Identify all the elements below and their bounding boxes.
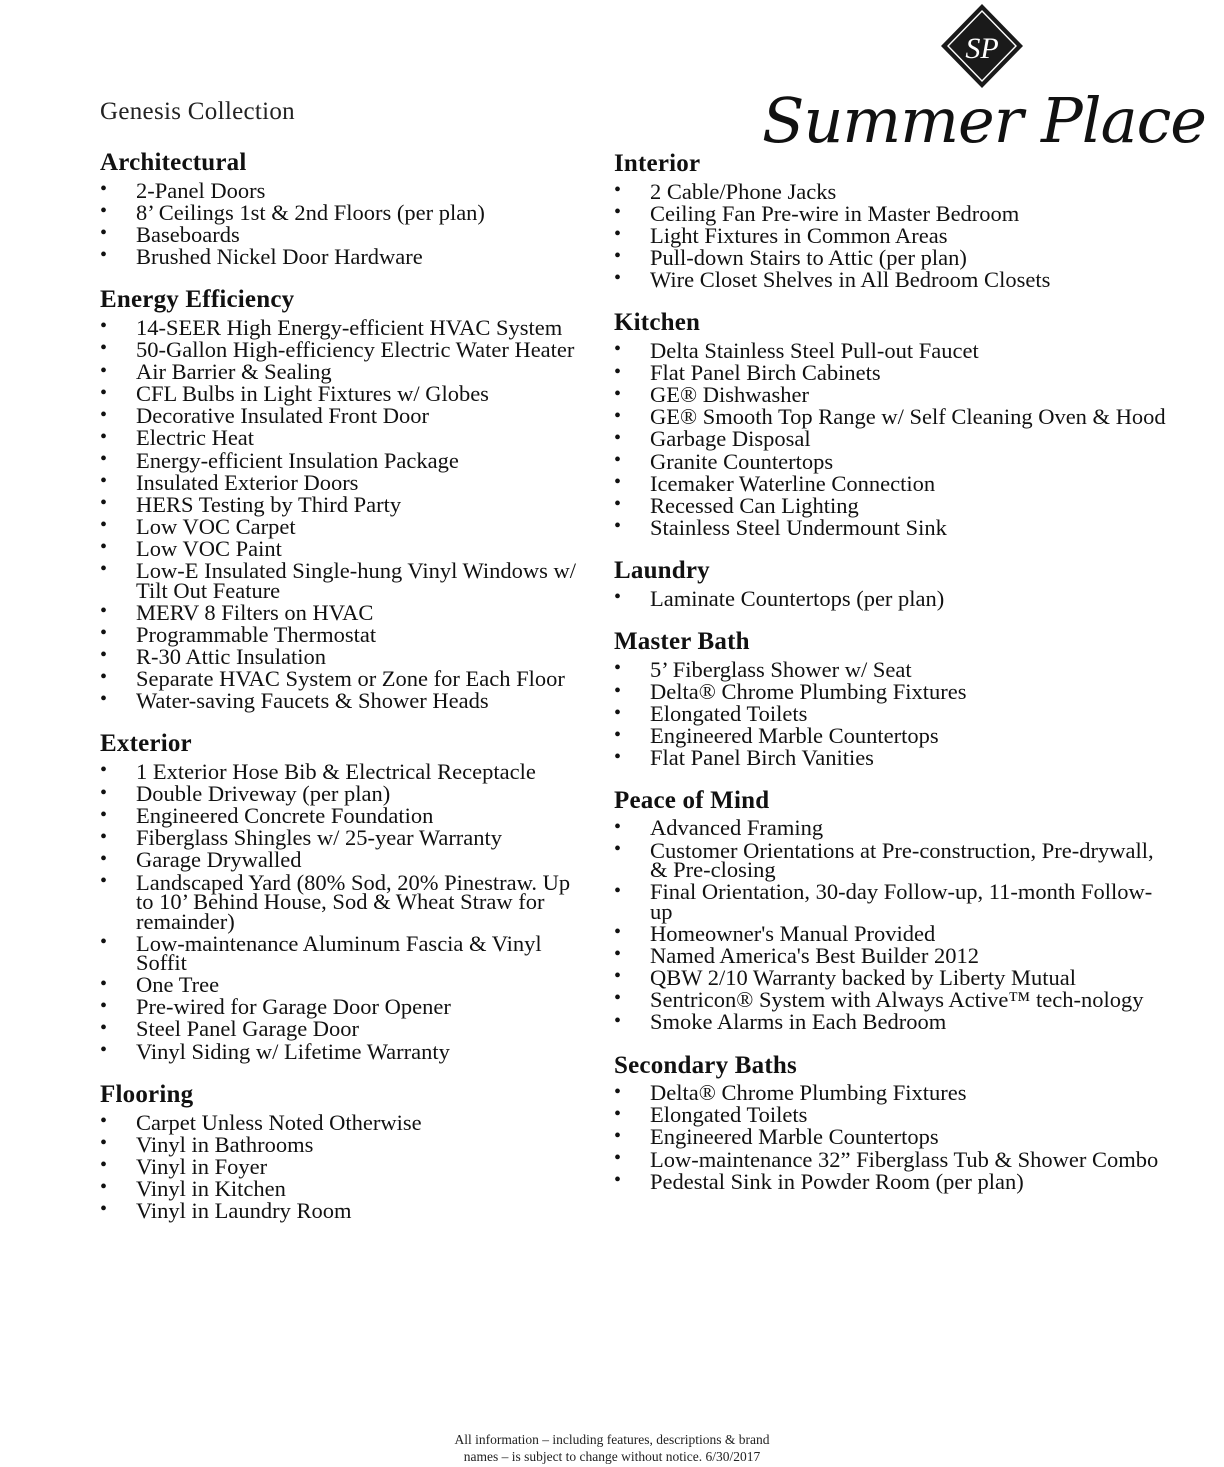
section-master-bath <box>614 627 1174 771</box>
list-item: • Air Barrier & Sealing <box>100 360 590 382</box>
feature-list <box>614 1080 1174 1194</box>
section-title: Exterior <box>100 730 192 758</box>
list-item: • 2 Cable/Phone Jacks <box>614 179 1174 201</box>
list-item: • Garage Drywalled <box>100 848 590 870</box>
feature-list <box>100 1109 590 1223</box>
disclaimer-footer <box>0 1431 1224 1465</box>
list-item: • QBW 2/10 Warranty backed by Liberty Mutual <box>614 965 1174 987</box>
section-title: Flooring <box>100 1081 194 1108</box>
list-item: • Flat Panel Birch Cabinets <box>614 361 1174 383</box>
list-item: • Advanced Framing <box>614 816 1174 838</box>
section-exterior <box>100 729 590 1064</box>
section-title: Kitchen <box>614 309 701 337</box>
list-item: • One Tree <box>100 973 590 995</box>
section-secondary-baths <box>614 1051 1174 1194</box>
right-column <box>614 149 1174 1194</box>
list-item: • Low-maintenance 32” Fiberglass Tub & Shower Combo <box>614 1147 1174 1169</box>
disclaimer-line: All information – including features, descriptions & brand <box>454 1432 770 1447</box>
list-item: • 14-SEER High Energy-efficient HVAC System <box>100 315 590 337</box>
list-item: • Smoke Alarms in Each Bedroom <box>614 1010 1174 1032</box>
list-item: • Vinyl Siding w/ Lifetime Warranty <box>100 1039 590 1061</box>
section-flooring <box>100 1080 590 1223</box>
list-item: • Water-saving Faucets & Shower Heads <box>100 688 590 710</box>
list-item: • Carpet Unless Noted Otherwise <box>100 1110 590 1132</box>
section-peace-of-mind <box>614 786 1174 1035</box>
logo-diamond-icon <box>941 4 1023 88</box>
list-item: • Baseboards <box>100 222 590 244</box>
list-item: • Elongated Toilets <box>614 1103 1174 1125</box>
list-item: • Vinyl in Bathrooms <box>100 1132 590 1154</box>
feature-list <box>614 815 1174 1035</box>
list-item: • 2-Panel Doors <box>100 178 590 200</box>
list-item: • Separate HVAC System or Zone for Each Floor <box>100 666 590 688</box>
list-item: • Low VOC Paint <box>100 536 590 558</box>
list-item: • Low-maintenance Aluminum Fascia & Vinyl Soffit <box>100 931 590 973</box>
left-column <box>100 148 590 1223</box>
list-item: • Brushed Nickel Door Hardware <box>100 244 590 266</box>
section-laundry <box>614 556 1174 611</box>
list-item: • Elongated Toilets <box>614 702 1174 724</box>
list-item: • Final Orientation, 30-day Follow-up, 11-month Follow-up <box>614 880 1174 922</box>
list-item: • Pull-down Stairs to Attic (per plan) <box>614 245 1174 267</box>
list-item: • Laminate Countertops (per plan) <box>614 586 1174 608</box>
feature-list <box>100 314 590 713</box>
section-architectural <box>100 148 590 269</box>
list-item: • HERS Testing by Third Party <box>100 492 590 514</box>
section-title: Master Bath <box>614 628 750 656</box>
list-item: • Stainless Steel Undermount Sink <box>614 515 1174 537</box>
section-interior <box>614 149 1174 292</box>
list-item: • Double Driveway (per plan) <box>100 782 590 804</box>
section-title: Architectural <box>100 149 247 176</box>
list-item: • MERV 8 Filters on HVAC <box>100 600 590 622</box>
list-item: • 1 Exterior Hose Bib & Electrical Receptacle <box>100 759 590 781</box>
section-kitchen <box>614 308 1174 540</box>
list-item: • Decorative Insulated Front Door <box>100 404 590 426</box>
list-item: • Recessed Can Lighting <box>614 493 1174 515</box>
disclaimer-line: names – is subject to change without notice. 6/30/2017 <box>463 1449 761 1464</box>
list-item: • 50-Gallon High-efficiency Electric Water Heater <box>100 337 590 359</box>
list-item: • Vinyl in Foyer <box>100 1154 590 1176</box>
feature-list <box>100 177 590 269</box>
list-item: • CFL Bulbs in Light Fixtures w/ Globes <box>100 382 590 404</box>
feature-list <box>100 759 590 1064</box>
logo-monogram: SP <box>965 32 999 65</box>
section-title: Energy Efficiency <box>100 286 295 314</box>
list-item: • Pedestal Sink in Powder Room (per plan) <box>614 1169 1174 1191</box>
section-title: Interior <box>614 150 701 177</box>
list-item: • Flat Panel Birch Vanities <box>614 746 1174 768</box>
list-item: • Named America's Best Builder 2012 <box>614 943 1174 965</box>
collection-title: Genesis Collection <box>100 98 295 125</box>
list-item: • Landscaped Yard (80% Sod, 20% Pinestraw. Up to 10’ Behind House, Sod & Wheat Straw for remainder) <box>100 870 590 931</box>
list-item: • Delta Stainless Steel Pull-out Faucet <box>614 338 1174 360</box>
list-item: • Vinyl in Laundry Room <box>100 1198 590 1220</box>
section-title: Laundry <box>614 557 710 585</box>
list-item: • GE® Dishwasher <box>614 383 1174 405</box>
list-item: • 5’ Fiberglass Shower w/ Seat <box>614 657 1174 679</box>
list-item: • Low-E Insulated Single-hung Vinyl Windows w/ Tilt Out Feature <box>100 558 590 600</box>
list-item: • Engineered Concrete Foundation <box>100 804 590 826</box>
list-item: • Fiberglass Shingles w/ 25-year Warranty <box>100 826 590 848</box>
section-title: Peace of Mind <box>614 786 770 814</box>
logo-wordmark: Summer Place <box>762 84 1206 157</box>
list-item: • Granite Countertops <box>614 449 1174 471</box>
list-item: • Electric Heat <box>100 426 590 448</box>
list-item: • Icemaker Waterline Connection <box>614 471 1174 493</box>
list-item: • Customer Orientations at Pre-construction, Pre-drywall, & Pre-closing <box>614 838 1174 880</box>
list-item: • Pre-wired for Garage Door Opener <box>100 995 590 1017</box>
list-item: • Energy-efficient Insulation Package <box>100 448 590 470</box>
summer-place-logo <box>762 0 1206 160</box>
feature-list <box>614 657 1174 771</box>
list-item: • Light Fixtures in Common Areas <box>614 223 1174 245</box>
list-item: • Engineered Marble Countertops <box>614 724 1174 746</box>
feature-list <box>614 585 1174 611</box>
list-item: • GE® Smooth Top Range w/ Self Cleaning Oven & Hood <box>614 405 1174 427</box>
list-item: • 8’ Ceilings 1st & 2nd Floors (per plan) <box>100 200 590 222</box>
list-item: • Low VOC Carpet <box>100 514 590 536</box>
list-item: • Programmable Thermostat <box>100 622 590 644</box>
list-item: • Steel Panel Garage Door <box>100 1017 590 1039</box>
list-item: • Insulated Exterior Doors <box>100 470 590 492</box>
list-item: • Delta® Chrome Plumbing Fixtures <box>614 1081 1174 1103</box>
list-item: • Vinyl in Kitchen <box>100 1176 590 1198</box>
list-item: • Delta® Chrome Plumbing Fixtures <box>614 680 1174 702</box>
list-item: • Garbage Disposal <box>614 427 1174 449</box>
list-item: • Engineered Marble Countertops <box>614 1125 1174 1147</box>
feature-list <box>614 338 1174 540</box>
section-title: Secondary Baths <box>614 1051 797 1079</box>
section-energy-efficiency <box>100 285 590 713</box>
list-item: • Ceiling Fan Pre-wire in Master Bedroom <box>614 201 1174 223</box>
list-item: • Sentricon® System with Always Active™ tech-nology <box>614 987 1174 1009</box>
feature-list <box>614 178 1174 292</box>
list-item: • Wire Closet Shelves in All Bedroom Closets <box>614 267 1174 289</box>
list-item: • R-30 Attic Insulation <box>100 644 590 666</box>
list-item: • Homeowner's Manual Provided <box>614 921 1174 943</box>
